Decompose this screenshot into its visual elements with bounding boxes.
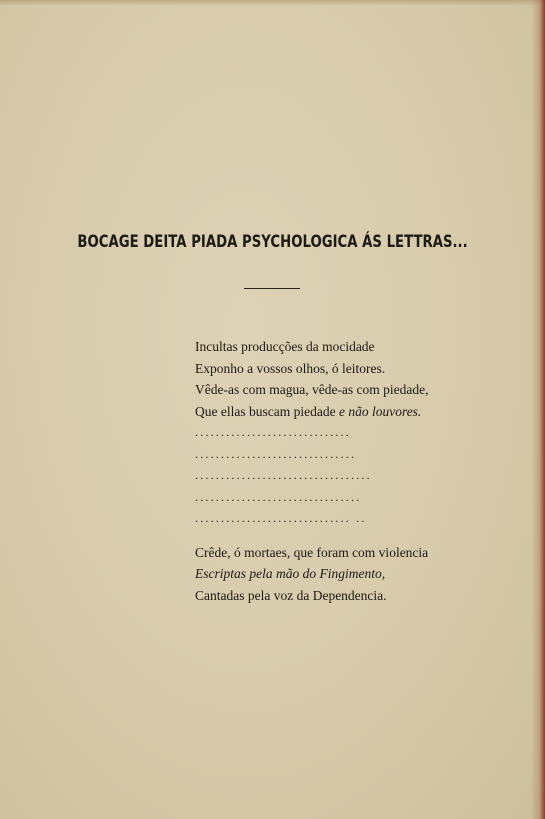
poem-line-4-italic: e não louvores. [338, 403, 422, 419]
poem-line-4 [195, 401, 429, 423]
page-binding-edge [531, 0, 545, 819]
ellipsis-line-5: .............................. .. [195, 511, 367, 525]
poem-line-5: Crêde, ó mortaes, que foram com violencia [195, 544, 429, 560]
poem-line-7: Cantadas pela voz da Dependencia. [195, 587, 387, 603]
poem-line-4-start: Que ellas buscam piedade [195, 403, 339, 419]
ellipsis-line-4: ................................ [195, 489, 362, 504]
ellipsis-line-3: .................................. [195, 468, 372, 482]
poem-line-2: Exponho a vossos olhos, ó leitores. [195, 360, 386, 376]
poem-line-6: Escriptas pela mão do Fingimento, [195, 566, 386, 581]
page-title: BOCAGE DEITA PIADA PSYCHOLOGICA ÁS LETTRAS... [77, 232, 468, 252]
poem-line-1: Incultas producções da mocidade [195, 339, 375, 354]
poem [195, 336, 429, 606]
ellipsis-line-1: .............................. [195, 425, 351, 439]
poem-line-3: Vêde-as com magua, vêde-as com piedade, [195, 382, 429, 397]
ellipsis-line-2: ............................... [195, 446, 357, 461]
stanza-gap [195, 530, 429, 542]
title-divider [244, 288, 300, 289]
page-top-shadow [0, 0, 545, 6]
